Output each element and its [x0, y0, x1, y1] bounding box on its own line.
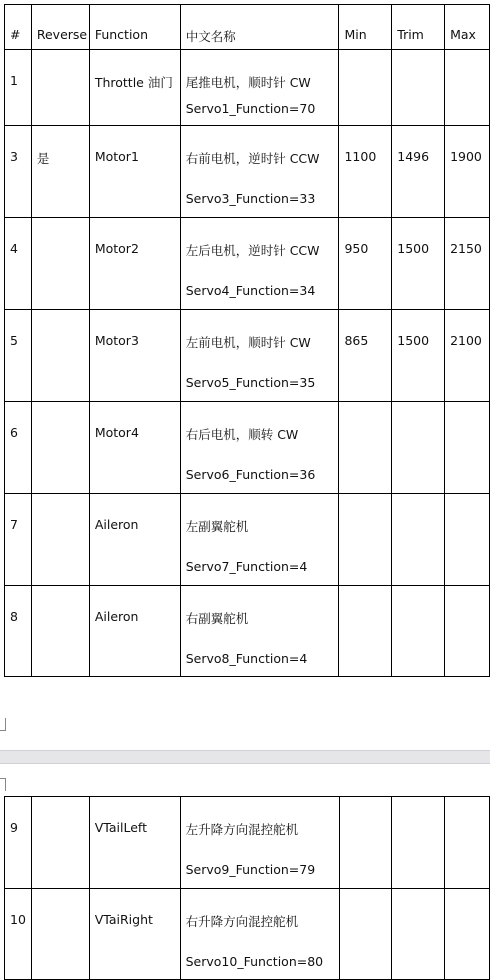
cell-trim: 1500	[392, 310, 445, 402]
header-cell-num: #	[5, 5, 32, 50]
cell-function: Motor3	[89, 310, 180, 402]
cell-max: 1900	[445, 126, 490, 218]
cell-min	[339, 797, 392, 889]
header-cell-name-cn: 中文名称	[180, 5, 339, 50]
cell-reverse	[31, 797, 89, 889]
cell-min	[339, 402, 392, 494]
cell-trim	[392, 797, 445, 889]
cell-reverse	[31, 310, 89, 402]
cell-min: 1100	[339, 126, 392, 218]
cell-name-cn-text: 左副翼舵机	[185, 519, 249, 534]
cell-trim	[392, 50, 445, 126]
table-row	[5, 889, 490, 980]
cell-function: Motor2	[89, 218, 180, 310]
cell-max	[445, 797, 490, 889]
cell-trim: 1496	[392, 126, 445, 218]
cell-name-cn-text: 右前电机，逆时针 CCW	[185, 151, 320, 166]
cell-function: Motor1	[89, 126, 180, 218]
cell-name-cn	[180, 402, 339, 494]
cell-servo-function: Servo8_Function=4	[185, 651, 308, 666]
cell-reverse	[31, 218, 89, 310]
cell-name-cn-text: 左后电机，逆时针 CCW	[185, 243, 320, 258]
cell-name-cn	[180, 218, 339, 310]
cell-name-cn-text: 尾推电机，顺时针 CW	[185, 75, 311, 90]
cell-min	[339, 50, 392, 126]
page-corner-mark	[0, 718, 6, 731]
cell-name-cn	[180, 797, 339, 889]
cell-name-cn-text: 左前电机，顺时针 CW	[185, 335, 311, 350]
cell-trim	[392, 889, 445, 980]
cell-trim: 1500	[392, 218, 445, 310]
cell-num: 5	[5, 310, 32, 402]
cell-reverse	[31, 50, 89, 126]
cell-name-cn	[180, 50, 339, 126]
cell-name-cn	[180, 889, 339, 980]
cell-servo-function: Servo7_Function=4	[185, 559, 308, 574]
cell-max: 2100	[445, 310, 490, 402]
header-cell-reverse: Reverse	[31, 5, 89, 50]
cell-function: Throttle 油门	[89, 50, 180, 126]
cell-name-cn	[180, 586, 339, 677]
cell-name-cn	[180, 310, 339, 402]
cell-function: Aileron	[89, 494, 180, 586]
cell-function: Aileron	[89, 586, 180, 677]
cell-num: 3	[5, 126, 32, 218]
cell-trim	[392, 402, 445, 494]
header-cell-function: Function	[89, 5, 180, 50]
cell-servo-function: Servo1_Function=70	[185, 101, 316, 116]
cell-name-cn-text: 左升降方向混控舵机	[185, 822, 299, 837]
cell-num: 6	[5, 402, 32, 494]
cell-num: 10	[5, 889, 32, 980]
cell-servo-function: Servo10_Function=80	[185, 954, 324, 969]
cell-num: 9	[5, 797, 32, 889]
cell-max	[445, 50, 490, 126]
cell-min	[339, 889, 392, 980]
cell-max: 2150	[445, 218, 490, 310]
table-row	[5, 126, 490, 218]
cell-max	[445, 494, 490, 586]
table-row	[5, 586, 490, 677]
cell-num: 4	[5, 218, 32, 310]
header-cell-min: Min	[339, 5, 392, 50]
cell-reverse	[31, 586, 89, 677]
cell-min: 865	[339, 310, 392, 402]
servo-table-page-1	[4, 4, 490, 677]
cell-reverse	[31, 402, 89, 494]
table-row	[5, 310, 490, 402]
cell-servo-function: Servo6_Function=36	[185, 467, 316, 482]
cell-trim	[392, 586, 445, 677]
table-header-row	[5, 5, 490, 50]
cell-function: VTaiRight	[89, 889, 180, 980]
cell-name-cn-text: 右副翼舵机	[185, 611, 249, 626]
page-corner-mark	[0, 778, 6, 791]
cell-num: 7	[5, 494, 32, 586]
cell-num: 1	[5, 50, 32, 126]
cell-name-cn-text: 右后电机，顺转 CW	[185, 427, 299, 442]
cell-servo-function: Servo5_Function=35	[185, 375, 316, 390]
cell-name-cn	[180, 494, 339, 586]
cell-min: 950	[339, 218, 392, 310]
cell-servo-function: Servo9_Function=79	[185, 862, 316, 877]
cell-num: 8	[5, 586, 32, 677]
table-row	[5, 797, 490, 889]
cell-servo-function: Servo3_Function=33	[185, 191, 316, 206]
cell-min	[339, 494, 392, 586]
cell-function: VTailLeft	[89, 797, 180, 889]
servo-table-page-2	[4, 796, 490, 980]
cell-max	[445, 586, 490, 677]
cell-reverse: 是	[31, 126, 89, 218]
cell-servo-function: Servo4_Function=34	[185, 283, 316, 298]
header-cell-trim: Trim	[392, 5, 445, 50]
table-row	[5, 50, 490, 126]
table-row	[5, 494, 490, 586]
table-row	[5, 402, 490, 494]
table-row	[5, 218, 490, 310]
cell-name-cn-text: 右升降方向混控舵机	[185, 914, 299, 929]
header-cell-max: Max	[445, 5, 490, 50]
cell-reverse	[31, 494, 89, 586]
cell-name-cn	[180, 126, 339, 218]
cell-min	[339, 586, 392, 677]
cell-max	[445, 889, 490, 980]
cell-function: Motor4	[89, 402, 180, 494]
page-break	[0, 750, 490, 764]
cell-max	[445, 402, 490, 494]
cell-reverse	[31, 889, 89, 980]
cell-trim	[392, 494, 445, 586]
